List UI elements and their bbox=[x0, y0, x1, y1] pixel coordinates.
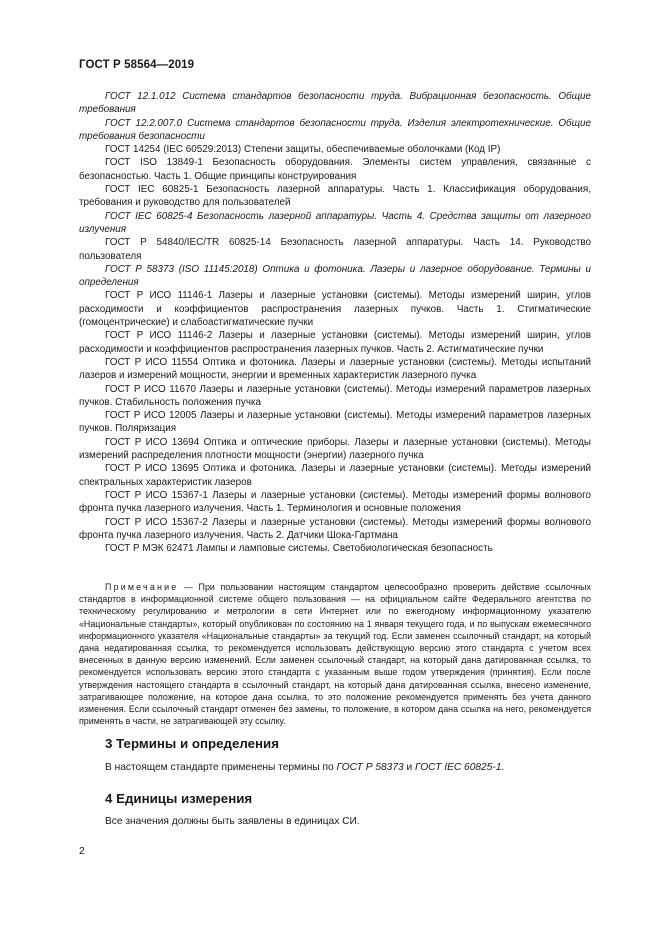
reference-item: ГОСТ Р ИСО 11554 Оптика и фотоника. Лазеры и лазерные установки (системы). Методы испытаний лазеров и измерений мощности, энергии и временных характеристик лазерного пучка bbox=[79, 356, 591, 382]
section-3-text-end: . bbox=[501, 762, 505, 773]
reference-item: ГОСТ Р ИСО 12005 Лазеры и лазерные установки (системы). Методы измерений параметров лазерных пучков. Поляризация bbox=[79, 410, 591, 435]
note-text: — При пользовании настоящим стандартом целесообразно проверить действие ссылочных стандартов в информационной системе общего пользования — на официальном сайте Федерального агентства по техническому регулированию и метрологии в сети Интернет или по ежегодному информационному указателю «Национальные стандарты», который опубликован по состоянию на 1 января текущего года, и по выпускам ежемесячного информационного указателя «Национальные стандарты» за текущий год. Если заменен ссылочный стандарт, на который дана недатированная ссылка, то рекомендуется использовать действующую версию этого стандарта с учетом всех внесенных в данную версию изменений. Если заменен ссылочный стандарт, на который дана датированная ссылка, то рекомендуется использовать версию этого стандарта с указанным выше годом утверждения (принятия). Если после утверждения настоящего стандарта в ссылочный стандарт, на который дана датированная ссылка, внесено изменение, затрагивающее положение, на которое дана ссылка, то это положение рекомендуется применять без учета данного изменения. Если ссылочный стандарт отменен без замены, то положение, в котором дана ссылка на него, рекомендуется применять в части, не затрагивающей эту ссылку. bbox=[79, 582, 591, 727]
reference-item: ГОСТ Р МЭК 62471 Лампы и ламповые системы. Светобиологическая безопасность bbox=[105, 543, 493, 555]
section-3-title: 3 Термины и определения bbox=[105, 736, 279, 751]
reference-item: ГОСТ Р ИСО 13694 Оптика и оптические приборы. Лазеры и лазерные установки (системы). Методы измерений распределения плотности мощности (энергии) лазерного пучка bbox=[79, 436, 591, 462]
section-4-title: 4 Единицы измерения bbox=[105, 791, 253, 806]
reference-item: ГОСТ Р ИСО 15367-1 Лазеры и лазерные установки (системы). Методы измерений формы волнового фронта пучка лазерного излучения. Часть 1. Терминология и основные положения bbox=[79, 489, 591, 515]
section-3-text-start: В настоящем стандарте применены термины по bbox=[105, 762, 337, 773]
section-3-ref-gost-iec-60825-1: ГОСТ IEC 60825-1 bbox=[415, 762, 502, 773]
reference-item: ГОСТ Р ИСО 15367-2 Лазеры и лазерные установки (системы). Методы измерений формы волнового фронта пучка лазерного излучения. Часть 2. Датчики Шока-Гартмана bbox=[79, 516, 591, 541]
reference-item: ГОСТ Р ИСО 13695 Оптика и фотоника. Лазеры и лазерные установки (системы). Методы измерений спектральных характеристик лазеров bbox=[79, 463, 591, 488]
reference-item: ГОСТ 12.2.007.0 Система стандартов безопасности труда. Изделия электротехнические. Общие требования безопасности bbox=[79, 117, 591, 142]
normative-references-list bbox=[79, 90, 591, 555]
reference-item: ГОСТ Р 54840/IEC/TR 60825-14 Безопасность лазерной аппаратуры. Часть 14. Руководство пользователя bbox=[79, 237, 591, 262]
reference-item: ГОСТ Р ИСО 11146-1 Лазеры и лазерные установки (системы). Методы измерений ширин, углов расходимости и коэффициентов распространения лазерных пучков. Часть 1. Стигматические (гомоцентрические) и слабоастигматические пучки bbox=[79, 290, 591, 329]
section-3-ref-gost-r-58373: ГОСТ Р 58373 bbox=[336, 762, 404, 773]
document-header: ГОСТ Р 58564—2019 bbox=[79, 59, 195, 71]
reference-item: ГОСТ Р ИСО 11146-2 Лазеры и лазерные установки (системы). Методы измерений ширин, углов расходимости и коэффициентов распространения лазерных пучков. Часть 2. Астигматические пучки bbox=[79, 330, 591, 355]
reference-item: ГОСТ Р 58373 (ISO 11145:2018) Оптика и фотоника. Лазеры и лазерное оборудование. Термины и определения bbox=[79, 263, 591, 289]
section-4-text: Все значения должны быть заявлены в единицах СИ. bbox=[105, 816, 360, 827]
note-block bbox=[79, 581, 591, 727]
reference-item: ГОСТ IEC 60825-1 Безопасность лазерной аппаратуры. Часть 1. Классификация оборудования, требования и руководство для пользователей bbox=[79, 184, 591, 209]
reference-item: ГОСТ Р ИСО 11670 Лазеры и лазерные установки (системы). Методы измерений параметров лазерных пучков. Стабильность положения пучка bbox=[79, 383, 591, 408]
reference-item: ГОСТ ISO 13849-1 Безопасность оборудования. Элементы систем управления, связанные с безопасностью. Часть 1. Общие принципы конструирования bbox=[79, 157, 591, 182]
reference-item: ГОСТ 12.1.012 Система стандартов безопасности труда. Вибрационная безопасность. Общие требования bbox=[79, 91, 591, 116]
note-label: Примечание bbox=[105, 582, 179, 592]
page-number: 2 bbox=[79, 845, 85, 857]
section-3-text bbox=[105, 762, 504, 773]
reference-item: ГОСТ 14254 (IEC 60529:2013) Степени защиты, обеспечиваемые оболочками (Код IP) bbox=[105, 144, 501, 156]
reference-item: ГОСТ IEC 60825-4 Безопасность лазерной аппаратуры. Часть 4. Средства защиты от лазерного излучения bbox=[79, 210, 591, 235]
note-paragraph bbox=[79, 581, 591, 727]
section-3-text-middle: и bbox=[403, 762, 416, 773]
